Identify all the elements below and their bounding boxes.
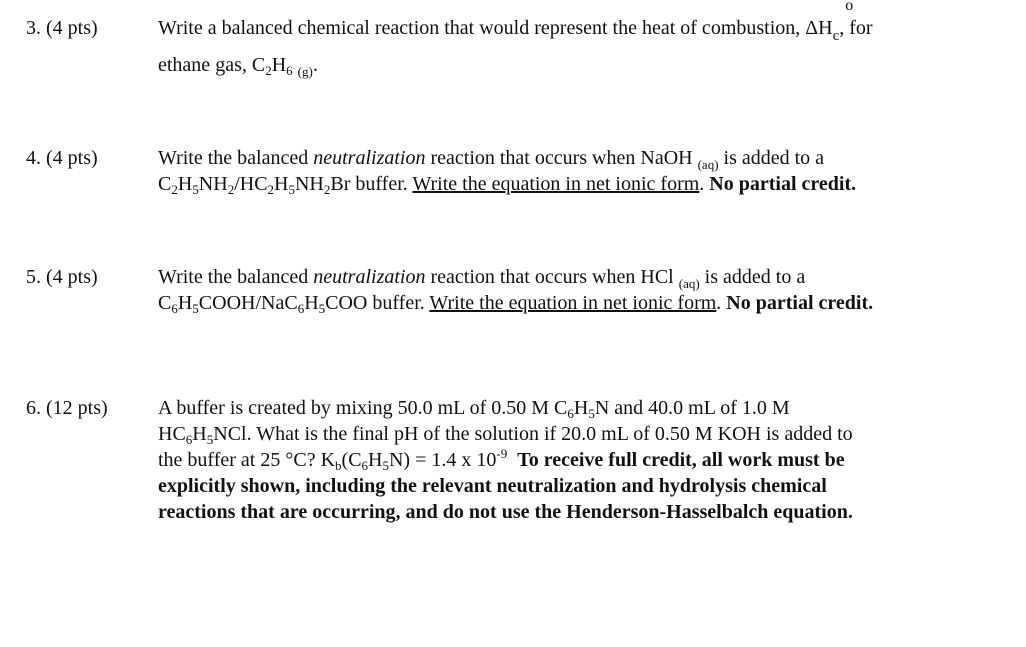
question-6-line-4: explicitly shown, including the relevant neutralization and hydrolysis chemical [158,475,827,497]
question-6-line-3: the buffer at 25 °C? $K_b(C_6H_5N) = 1.4$ x $10^{-9}$ To receive full credit, all work must be [158,446,845,473]
no-partial-credit: No partial credit. [709,173,857,195]
net-ionic-instruction: Write the equation in net ionic form [429,292,717,314]
question-5-text [158,264,1008,316]
question-5-line-1: Write the balanced neutralization reaction that occurs when HCl $_{(aq)}$ is added to a [158,266,806,291]
question-3-line-2: ethane gas, $C_2H_6$ $_{(g)}$. [158,54,318,79]
question-6-line-1: A buffer is created by mixing 50.0 mL of 0.50 M $C_6H_5N$ and 40.0 mL of 1.0 M [158,397,790,421]
no-partial-credit: No partial credit. [726,292,874,314]
question-4-text [158,145,1008,197]
question-4-number: 4. (4 pts) [26,147,98,169]
question-6-number: 6. (12 pts) [26,397,108,419]
degree-symbol: o [845,0,854,14]
question-3-text [158,0,1008,79]
question-6-line-5: reactions that are occurring, and do not use the Henderson-Hasselbalch equation. [158,501,853,523]
question-4-line-2: $C_2H_5NH_2/HC_2H_5NH_2Br$ buffer. Write the equation in net ionic form. No partial credit. [158,173,857,197]
question-4-line-1: Write the balanced neutralization reaction that occurs when NaOH $_{(aq)}$ is added to a [158,147,825,172]
delta-h-symbol: $\Delta H_c$ o [805,0,854,44]
question-3-line-1: Write a balanced chemical reaction that would represent the heat of combustion, $\Delta H_c$ o , for [158,0,873,44]
question-3-number: 3. (4 pts) [26,17,98,39]
question-5-line-2: $C_6H_5COOH/NaC_6H_5COO$ buffer. Write the equation in net ionic form. No partial credit. [158,292,874,316]
question-6-text [158,395,1008,525]
net-ionic-instruction: Write the equation in net ionic form [412,173,700,195]
question-5-number: 5. (4 pts) [26,266,98,288]
question-6-line-2: $HC_6H_5NCl$. What is the final pH of the solution if 20.0 mL of 0.50 M KOH is added to [158,423,853,447]
